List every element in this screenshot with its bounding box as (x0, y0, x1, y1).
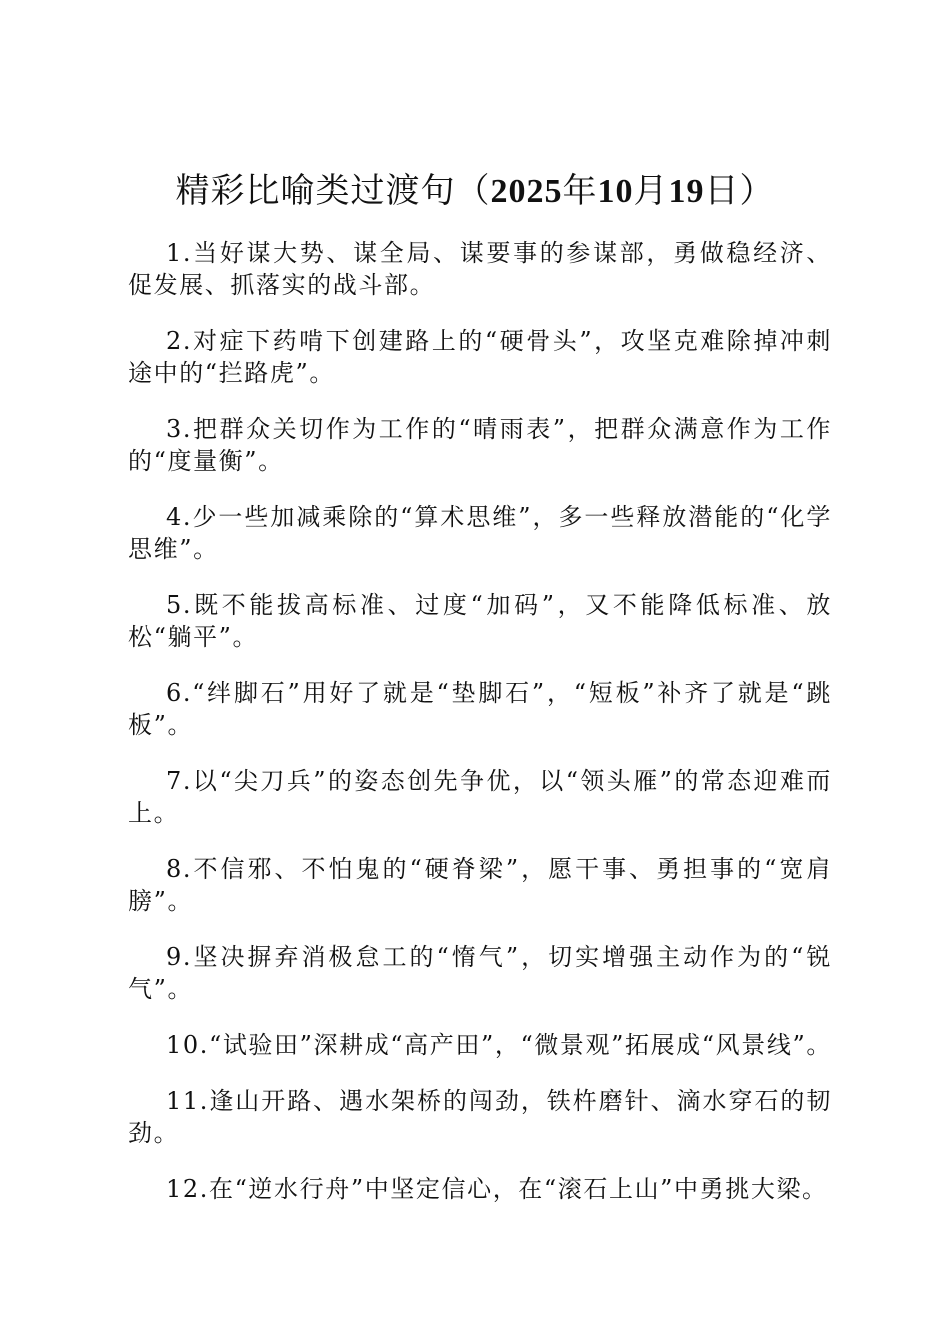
title-day: 19 (668, 173, 705, 210)
sentence-item: 3.把群众关切作为工作的“晴雨表”，把群众满意作为工作的“度量衡”。 (128, 415, 832, 475)
sentence-item: 7.以“尖刀兵”的姿态创先争优，以“领头雁”的常态迎难而上。 (128, 767, 832, 827)
sentence-list (128, 237, 832, 1229)
title-prefix: 精彩比喻类过渡句（ (175, 171, 491, 211)
sentence-item: 6.“绊脚石”用好了就是“垫脚石”，“短板”补齐了就是“跳板”。 (128, 679, 832, 739)
sentence-item: 11.逢山开路、遇水架桥的闯劲，铁杵磨针、滴水穿石的韧劲。 (128, 1087, 832, 1147)
sentence-item: 5.既不能拔高标准、过度“加码”，又不能降低标准、放松“躺平”。 (128, 591, 832, 651)
title-year: 2025 (490, 173, 563, 210)
sentence-item: 1.当好谋大势、谋全局、谋要事的参谋部，勇做稳经济、促发展、抓落实的战斗部。 (128, 239, 832, 299)
sentence-item: 12.在“逆水行舟”中坚定信心，在“滚石上山”中勇挑大梁。 (166, 1175, 828, 1203)
title-month: 10 (597, 173, 634, 210)
sentence-item: 2.对症下药啃下创建路上的“硬骨头”，攻坚克难除掉冲刺途中的“拦路虎”。 (128, 327, 832, 387)
sentence-item: 8.不信邪、不怕鬼的“硬脊梁”，愿干事、勇担事的“宽肩膀”。 (128, 855, 832, 915)
sentence-item: 10.“试验田”深耕成“高产田”，“微景观”拓展成“风景线”。 (166, 1031, 832, 1059)
document-title (0, 166, 950, 217)
title-nian: 年 (562, 171, 598, 211)
sentence-item: 4.少一些加减乘除的“算术思维”，多一些释放潜能的“化学思维”。 (128, 503, 832, 563)
sentence-item: 9.坚决摒弃消极怠工的“惰气”，切实增强主动作为的“锐气”。 (128, 943, 832, 1003)
title-yue: 月 (633, 171, 669, 211)
title-suffix: 日） (704, 171, 775, 211)
